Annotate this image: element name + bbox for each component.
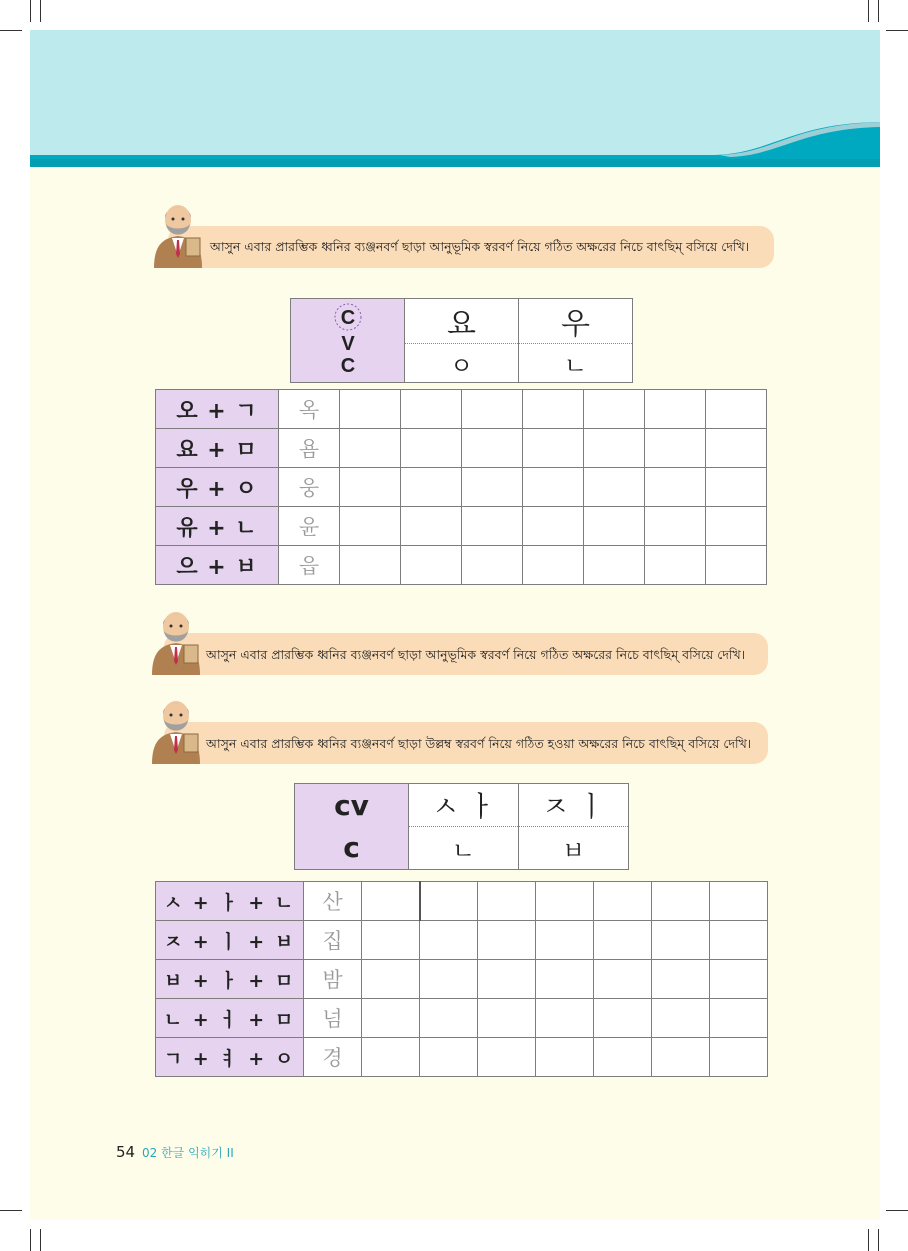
writing-cell[interactable] <box>594 882 652 921</box>
writing-cell[interactable] <box>652 999 710 1038</box>
writing-cell[interactable] <box>594 999 652 1038</box>
writing-cell[interactable] <box>594 960 652 999</box>
header-wave <box>30 115 880 167</box>
writing-cell[interactable] <box>420 921 478 960</box>
crop-mark <box>30 0 31 22</box>
writing-cell[interactable] <box>340 468 401 507</box>
crop-mark <box>878 1229 879 1251</box>
writing-cell[interactable] <box>362 921 420 960</box>
writing-cell[interactable] <box>536 882 594 921</box>
writing-cell[interactable] <box>462 468 523 507</box>
cvc-letter: C <box>340 354 355 377</box>
writing-cell[interactable] <box>706 507 767 546</box>
writing-cell[interactable] <box>340 390 401 429</box>
writing-cell[interactable] <box>362 999 420 1038</box>
crop-mark <box>40 1229 41 1251</box>
writing-cell[interactable] <box>706 546 767 585</box>
writing-cell[interactable] <box>523 546 584 585</box>
writing-cell[interactable] <box>652 1038 710 1077</box>
formula-cell: 오 + ㄱ <box>156 390 279 429</box>
instruction-text: আসুন এবার প্রারম্ভিক ধ্বনির ব্যঞ্জনবর্ণ ছাড়া উল্লম্ব স্বরবর্ণ নিয়ে গঠিত হওয়া অক্ষরের নিচে বাৎছিম্ বসিয়ে দেখি। <box>206 736 752 751</box>
formula-cell: 요 + ㅁ <box>156 429 279 468</box>
writing-cell[interactable] <box>401 507 462 546</box>
writing-cell[interactable] <box>523 429 584 468</box>
writing-cell[interactable] <box>401 468 462 507</box>
crop-mark <box>40 0 41 22</box>
teacher-illustration <box>146 605 206 677</box>
crop-mark <box>30 1229 31 1251</box>
formula-cell: ㄱ + ㅕ + ㅇ <box>156 1038 304 1077</box>
writing-cell[interactable] <box>420 960 478 999</box>
example-final-consonant: ㄴ <box>519 344 633 383</box>
crop-mark <box>868 1229 869 1251</box>
writing-cell[interactable] <box>401 390 462 429</box>
formula-cell: 유 + ㄴ <box>156 507 279 546</box>
writing-cell[interactable] <box>645 546 706 585</box>
writing-cell[interactable] <box>478 921 536 960</box>
writing-cell[interactable] <box>645 507 706 546</box>
formula-cell: 으 + ㅂ <box>156 546 279 585</box>
initial-consonant: ㅈ <box>541 790 570 823</box>
chapter-title: 02 한글 익히기 II <box>142 1146 234 1160</box>
writing-cell[interactable] <box>645 390 706 429</box>
example-syllable-top: 요 <box>405 299 519 344</box>
trace-syllable: 읍 <box>279 546 340 585</box>
practice-table-1 <box>155 389 767 585</box>
table-row <box>156 507 767 546</box>
crop-mark <box>886 1210 908 1211</box>
table-row <box>156 546 767 585</box>
writing-cell[interactable] <box>401 429 462 468</box>
table-row <box>156 1038 768 1077</box>
crop-mark <box>886 30 908 31</box>
crop-mark <box>868 0 869 22</box>
writing-cell[interactable] <box>340 507 401 546</box>
writing-cell[interactable] <box>584 468 645 507</box>
writing-cell[interactable] <box>420 999 478 1038</box>
writing-cell[interactable] <box>362 882 420 921</box>
writing-cell[interactable] <box>652 882 710 921</box>
example-syllable-top: 우 <box>519 299 633 344</box>
writing-cell[interactable] <box>584 390 645 429</box>
trace-syllable: 웅 <box>279 468 340 507</box>
writing-cell[interactable] <box>536 1038 594 1077</box>
writing-cell[interactable] <box>652 921 710 960</box>
formula-cell: ㅈ + ㅣ + ㅂ <box>156 921 304 960</box>
vowel: ㅣ <box>577 790 606 823</box>
trace-syllable: 집 <box>304 921 362 960</box>
writing-cell[interactable] <box>362 960 420 999</box>
table-row <box>156 921 768 960</box>
writing-cell[interactable] <box>523 507 584 546</box>
writing-cell[interactable] <box>478 882 536 921</box>
formula-cell: ㅂ + ㅏ + ㅁ <box>156 960 304 999</box>
writing-cell[interactable] <box>710 960 768 999</box>
writing-cell[interactable] <box>478 999 536 1038</box>
writing-cell[interactable] <box>478 960 536 999</box>
writing-cell[interactable] <box>420 882 478 921</box>
writing-cell[interactable] <box>478 1038 536 1077</box>
writing-cell[interactable] <box>420 1038 478 1077</box>
example-final-consonant: ㄴ <box>409 827 519 870</box>
page-number: 54 <box>116 1143 136 1161</box>
cvc-header <box>291 299 405 383</box>
cvc-letter: C <box>340 306 355 329</box>
trace-syllable: 밤 <box>304 960 362 999</box>
initial-consonant: ㅅ <box>431 790 460 823</box>
formula-cell: 우 + ㅇ <box>156 468 279 507</box>
writing-cell[interactable] <box>594 1038 652 1077</box>
trace-syllable: 윤 <box>279 507 340 546</box>
writing-cell[interactable] <box>523 468 584 507</box>
writing-cell[interactable] <box>706 390 767 429</box>
vowel: ㅏ <box>467 790 496 823</box>
formula-cell: ㄴ + ㅓ + ㅁ <box>156 999 304 1038</box>
writing-cell[interactable] <box>710 882 768 921</box>
cvc-letters <box>318 300 378 378</box>
table-row <box>156 390 767 429</box>
table-row <box>156 882 768 921</box>
table-row <box>156 960 768 999</box>
writing-cell[interactable] <box>584 507 645 546</box>
crop-mark <box>878 0 879 22</box>
writing-cell[interactable] <box>536 960 594 999</box>
writing-cell[interactable] <box>462 390 523 429</box>
cv-c-structure-table <box>294 783 629 870</box>
writing-cell[interactable] <box>462 507 523 546</box>
crop-mark <box>0 30 22 31</box>
writing-cell[interactable] <box>523 390 584 429</box>
writing-cell[interactable] <box>710 999 768 1038</box>
instruction-text: আসুন এবার প্রারম্ভিক ধ্বনির ব্যঞ্জনবর্ণ ছাড়া আনুভূমিক স্বরবর্ণ নিয়ে গঠিত অক্ষরের নিচে বাৎছিম্ বসিয়ে দেখি। <box>210 239 750 254</box>
table-row <box>156 429 767 468</box>
writing-cell[interactable] <box>594 921 652 960</box>
c-header: c <box>295 827 409 870</box>
instruction-text: আসুন এবার প্রারম্ভিক ধ্বনির ব্যঞ্জনবর্ণ ছাড়া আনুভূমিক স্বরবর্ণ নিয়ে গঠিত অক্ষরের নিচে বাৎছিম্ বসিয়ে দেখি। <box>206 647 746 662</box>
trace-syllable: 욤 <box>279 429 340 468</box>
table-row <box>156 999 768 1038</box>
trace-syllable: 산 <box>304 882 362 921</box>
example-initial-vowel <box>409 784 519 827</box>
cvc-letter: V <box>340 332 355 355</box>
trace-syllable: 경 <box>304 1038 362 1077</box>
formula-cell: ㅅ + ㅏ + ㄴ <box>156 882 304 921</box>
writing-cell[interactable] <box>652 960 710 999</box>
example-final-consonant: ㅇ <box>405 344 519 383</box>
cvc-structure-table <box>290 298 633 383</box>
writing-cell[interactable] <box>706 429 767 468</box>
writing-cell[interactable] <box>401 546 462 585</box>
example-final-consonant: ㅂ <box>519 827 629 870</box>
trace-syllable: 넘 <box>304 999 362 1038</box>
writing-cell[interactable] <box>710 1038 768 1077</box>
table-row <box>156 468 767 507</box>
writing-cell[interactable] <box>645 468 706 507</box>
writing-cell[interactable] <box>536 921 594 960</box>
writing-cell[interactable] <box>362 1038 420 1077</box>
example-initial-vowel <box>519 784 629 827</box>
practice-table-2 <box>155 881 768 1077</box>
trace-syllable: 옥 <box>279 390 340 429</box>
writing-cell[interactable] <box>340 429 401 468</box>
crop-mark <box>0 1210 22 1211</box>
writing-cell[interactable] <box>645 429 706 468</box>
writing-cell[interactable] <box>706 468 767 507</box>
writing-cell[interactable] <box>462 429 523 468</box>
writing-cell[interactable] <box>536 999 594 1038</box>
teacher-illustration <box>148 198 208 270</box>
writing-cell[interactable] <box>584 429 645 468</box>
writing-cell[interactable] <box>710 921 768 960</box>
writing-cell[interactable] <box>584 546 645 585</box>
writing-cell[interactable] <box>462 546 523 585</box>
writing-cell[interactable] <box>340 546 401 585</box>
cv-header: cv <box>295 784 409 827</box>
teacher-illustration <box>146 694 206 766</box>
